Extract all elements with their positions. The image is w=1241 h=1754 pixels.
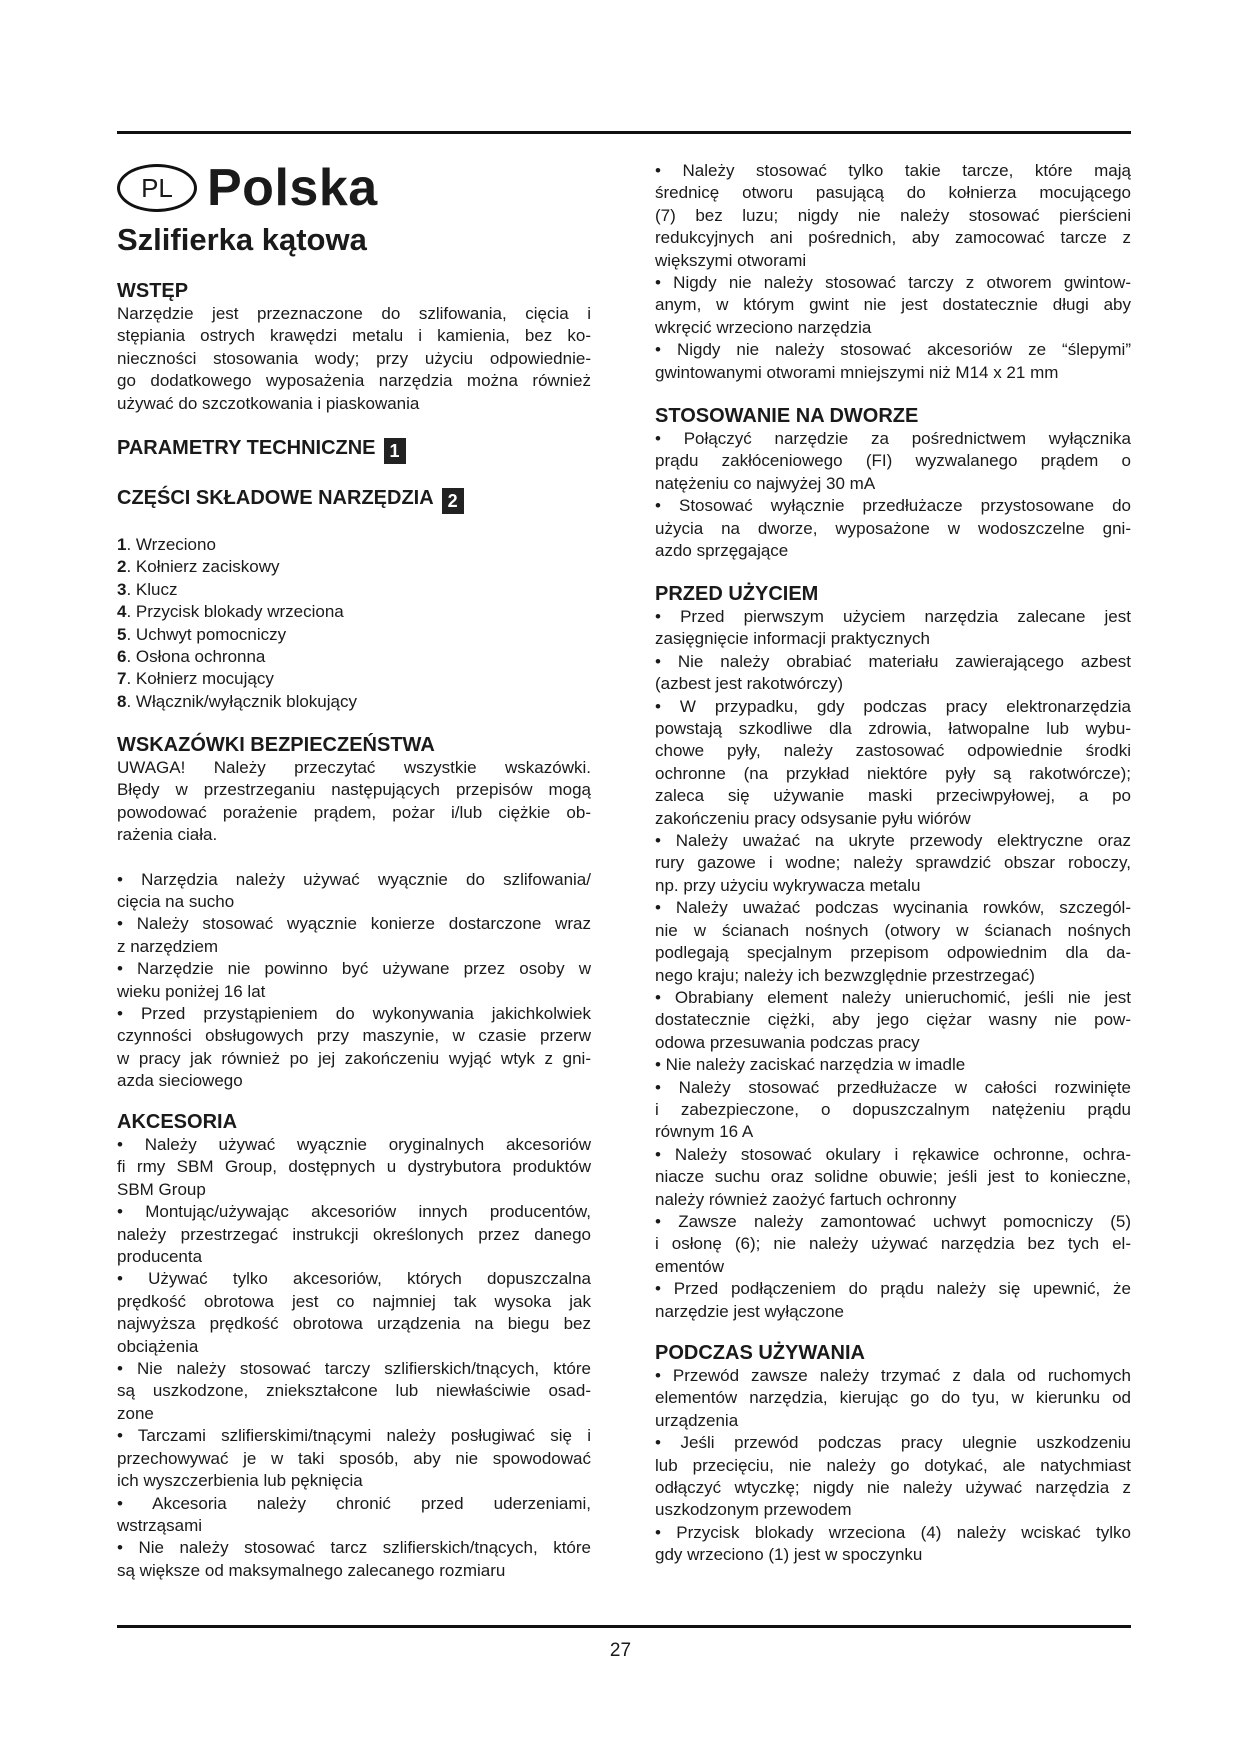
part-item [117, 646, 591, 668]
text-line: • Przewód zawsze należy trzymać z dala od ruchomych [655, 1366, 1131, 1385]
part-label: . Włącznik/wyłącznik blokujący [126, 691, 357, 711]
text-line: go dodatkowego wyposażenia narzędzia można również [117, 371, 591, 391]
text-line: należy przestrzegać instrukcji określonych przez danego [117, 1224, 591, 1244]
text-line: SBM Group [117, 1179, 206, 1199]
text-line: • Przed podłączeniem do prądu należy się upewnić, że [655, 1279, 1131, 1299]
top-rule [117, 131, 1131, 134]
during-use-heading: PODCZAS UŻYWANIA [655, 1342, 865, 1364]
text-line: redukcyjnych ani pośrednich, aby zamocować tarcze z [655, 228, 1131, 248]
text-line: nego kraju; należy ich bezwzględnie przestrzegać) [655, 965, 1035, 985]
outdoor-heading: STOSOWANIE NA DWORZE [655, 405, 919, 427]
text-line: natężeniu co najwyżej 30 mA [655, 473, 876, 493]
text-line: fi rmy SBM Group, dostępnych u dystrybutora produktów [117, 1157, 591, 1177]
text-line: są uszkodzone, zniekształcone lub niewłaściwie osad- [117, 1381, 591, 1401]
text-line: anym, w którym gwint nie jest dostatecznie długi aby [655, 295, 1131, 315]
text-line: • Należy stosować tylko takie tarcze, które mają [655, 161, 1131, 180]
accessories-section [117, 1110, 591, 1582]
text-line: w pracy jak również po jej zakończeniu wyjąć wtyk z gni- [117, 1048, 591, 1068]
text-line: • Należy stosować wyącznie konierze dostarczone wraz [117, 914, 591, 934]
during-use-body [655, 1365, 1131, 1567]
part-label: . Przycisk blokady wrzeciona [126, 602, 344, 622]
text-line: (azbest jest rakotwórczy) [655, 674, 843, 694]
part-item [117, 691, 591, 713]
text-line: podlegają specjalnym przepisom odpowiednim dla da- [655, 943, 1131, 963]
text-line: prędkość obrotowa jest co najmniej tak wysoka jak [117, 1291, 591, 1311]
bottom-rule [117, 1625, 1131, 1628]
text-line: • Należy używać wyącznie oryginalnych akcesoriów [117, 1135, 591, 1154]
text-line: większymi otworami [655, 250, 807, 270]
during-use-section [655, 1341, 1131, 1567]
text-line: chowe pyły, należy zastosować odpowiednie środki [655, 741, 1131, 761]
text-line: użycia na dworze, wyposażone w wodoszczelne gni- [655, 518, 1131, 538]
right-intro-body [655, 160, 1131, 384]
text-line: powodować porażenie prądem, pożar i/lub ciężkie ob- [117, 802, 591, 822]
part-number: 1 [117, 535, 127, 554]
text-line: lub przecięciu, nie należy go dotykać, ale natychmiast [655, 1455, 1131, 1475]
text-line: równym 16 A [655, 1122, 754, 1142]
text-line: nie w ścianach nośnych (otwory w ścianach nośnych [655, 920, 1131, 940]
text-line: • Tarczami szlifierskimi/tnącymi należy posługiwać się i [117, 1426, 591, 1446]
text-line: azda sieciowego [117, 1071, 243, 1091]
text-line: • Nie należy stosować tarcz szlifierskich/tnących, które [117, 1538, 591, 1558]
text-line: gdy wrzeciono (1) jest w spoczynku [655, 1545, 923, 1565]
text-line: wieku poniżej 16 lat [117, 981, 266, 1001]
text-line: • Nigdy nie należy stosować tarczy z otworem gwintow- [655, 273, 1131, 293]
text-line: Błędy w przestrzeganiu następujących przepisów mogą [117, 780, 591, 800]
text-line: • Akcesoria należy chronić przed uderzeniami, [117, 1493, 591, 1513]
intro-body [117, 303, 591, 415]
text-line: elementów narzędzia, kierując go do tyu, w kierunku od [655, 1388, 1131, 1408]
text-line: • Nigdy nie należy stosować akcesoriów ze “ślepymi” [655, 340, 1131, 360]
before-use-section [655, 582, 1131, 1323]
text-line: dostatecznie ciężki, aby jego ciężar wasny nie pow- [655, 1010, 1131, 1030]
text-line: i zabezpieczone, o dopuszczalnym natężeniu prądu [655, 1099, 1131, 1119]
before-use-heading: PRZED UŻYCIEM [655, 583, 819, 605]
page-number: 27 [609, 1640, 632, 1661]
part-label: . Kołnierz mocujący [126, 669, 274, 689]
part-label: . Osłona ochronna [126, 647, 266, 667]
part-number: 4 [117, 602, 127, 622]
text-line: należy również zaożyć fartuch ochronny [655, 1189, 957, 1209]
text-line: odłączyć wtyczkę; nigdy nie należy używać narzędzia z [655, 1478, 1131, 1498]
text-line: niacze suchu oraz solidne obuwie; jeśli jest to konieczne, [655, 1167, 1131, 1187]
figure-ref-badge: 1 [384, 438, 406, 464]
text-line: • Należy uważać na ukryte przewody elektryczne oraz [655, 831, 1131, 851]
text-line: z narzędziem [117, 936, 219, 956]
part-number: 5 [117, 624, 127, 644]
part-label: . Uchwyt pomocniczy [126, 624, 287, 644]
right-intro-section [655, 160, 1131, 384]
text-line: Narzędzie jest przeznaczone do szlifowania, cięcia i [117, 304, 591, 323]
safety-warning [117, 757, 591, 847]
safety-bullets [117, 869, 591, 1093]
text-line: producenta [117, 1247, 203, 1267]
text-line: • Używać tylko akcesoriów, których dopuszczalna [117, 1269, 591, 1289]
figure-ref-badge: 2 [442, 488, 464, 514]
part-label: . Kołnierz zaciskowy [126, 557, 280, 577]
text-line: azdo sprzęgające [655, 541, 789, 561]
part-number: 7 [117, 669, 127, 689]
accessories-heading: AKCESORIA [117, 1111, 238, 1133]
text-line: rury gazowe i wodne; należy sprawdzić obszar roboczy, [655, 853, 1131, 873]
part-item [117, 624, 591, 646]
text-line: • Należy stosować okulary i rękawice ochronne, ochra- [655, 1144, 1131, 1164]
part-number: 6 [117, 647, 127, 667]
outdoor-section [655, 404, 1131, 562]
parts-section [117, 486, 591, 713]
text-line: • Zawsze należy zamontować uchwyt pomocniczy (5) [655, 1211, 1131, 1231]
text-line: zakończeniu pracy odsysanie pyłu wiórów [655, 808, 971, 828]
intro-section [117, 279, 591, 415]
parts-list [117, 534, 591, 713]
text-line: używać do szczotkowania i piaskowania [117, 393, 420, 413]
text-line: • Narzędzie nie powinno być używane przez osoby w [117, 959, 591, 979]
text-line: • Narzędzia należy używać wyącznie do szlifowania/ [117, 869, 591, 889]
text-line: • Montując/używając akcesoriów innych producentów, [117, 1202, 591, 1222]
text-line: • Nie należy stosować tarczy szlifierskich/tnących, które [117, 1359, 591, 1379]
text-line: gwintowanymi otworami mniejszymi niż M14 x 21 mm [655, 362, 1059, 382]
text-line: • Przed przystąpieniem do wykonywania jakichkolwiek [117, 1004, 591, 1024]
text-line: nieczności stosowania wody; przy użyciu odpowiednie- [117, 348, 591, 368]
part-number: 8 [117, 691, 127, 711]
accessories-body [117, 1134, 591, 1582]
part-label: . Klucz [126, 579, 178, 599]
text-line: są większe od maksymalnego zalecanego rozmiaru [117, 1560, 506, 1580]
text-line: • Przycisk blokady wrzeciona (4) należy wciskać tylko [655, 1522, 1131, 1542]
part-item [117, 579, 591, 601]
text-line: ochronne (na przykład niektóre pyły są rakotwórcze); [655, 763, 1131, 783]
language-code-badge: PL [117, 164, 197, 212]
text-line: • Należy stosować przedłużacze w całości rozwinięte [655, 1077, 1131, 1097]
text-line: ementów [655, 1256, 724, 1276]
text-line: • Przed pierwszym użyciem narzędzia zalecane jest [655, 607, 1131, 626]
text-line: stępiania ostrych krawędzi metalu i kamienia, bez ko- [117, 326, 591, 346]
text-line: rażenia ciała. [117, 825, 218, 845]
part-item [117, 668, 591, 690]
tech-heading-text: PARAMETRY TECHNICZNE [117, 437, 376, 459]
language-name: Polska [207, 159, 378, 217]
part-item [117, 556, 591, 578]
parts-heading [117, 486, 591, 514]
outdoor-body [655, 428, 1131, 562]
text-line: ich wyszczerbienia lub pęknięcia [117, 1471, 363, 1491]
text-line: średnicę otworu pasującą do kołnierza mocującego [655, 183, 1131, 203]
text-line: • Połączyć narzędzie za pośrednictwem wyłącznika [655, 429, 1131, 448]
text-line: UWAGA! Należy przeczytać wszystkie wskazówki. [117, 758, 591, 777]
before-use-body [655, 606, 1131, 1323]
language-header [117, 158, 378, 218]
text-line: wkręcić wrzeciono narzędzia [655, 317, 872, 337]
text-line: przechowywać je w taki sposób, aby nie spowodować [117, 1448, 591, 1468]
text-line: i osłonę (6); nie należy używać narzędzia bez tych el- [655, 1234, 1131, 1254]
text-line: urządzenia [655, 1410, 739, 1430]
safety-heading: WSKAZÓWKI BEZPIECZEŃSTWA [117, 734, 435, 756]
text-line: uszkodzonym przewodem [655, 1500, 852, 1520]
intro-heading: WSTĘP [117, 280, 189, 302]
text-line: (7) bez luzu; nigdy nie należy stosować pierścieni [655, 205, 1131, 225]
parts-heading-text: CZĘŚCI SKŁADOWE NARZĘDZIA [117, 487, 434, 509]
text-line: narzędzie jest wyłączone [655, 1301, 844, 1321]
safety-section [117, 733, 591, 1093]
text-line: obciążenia [117, 1336, 199, 1356]
document-title: Szlifierka kątowa [117, 222, 367, 257]
part-item [117, 534, 591, 556]
part-label: . Wrzeciono [126, 535, 216, 554]
text-line: • W przypadku, gdy podczas pracy elektronarzędzia [655, 696, 1131, 716]
text-line: cięcia na sucho [117, 892, 235, 912]
text-line: powstają szkodliwe dla zdrowia, łatwopalne lub wybu- [655, 719, 1131, 739]
text-line: • Nie należy obrabiać materiału zawierającego azbest [655, 651, 1131, 671]
text-line: odowa przesuwania podczas pracy [655, 1032, 920, 1052]
part-number: 3 [117, 579, 127, 599]
tech-section [117, 436, 591, 464]
text-line: prądu zakłóceniowego (FI) wyzwalanego prądem o [655, 451, 1131, 471]
text-line: • Obrabiany element należy unieruchomić, jeśli nie jest [655, 987, 1131, 1007]
tech-heading [117, 436, 591, 464]
text-line: • Nie należy zaciskać narzędzia w imadle [655, 1055, 966, 1075]
text-line: zaleca się używanie maski przeciwpyłowej, a po [655, 786, 1131, 806]
part-item [117, 601, 591, 623]
part-number: 2 [117, 557, 127, 577]
text-line: • Stosować wyłącznie przedłużacze przystosowane do [655, 496, 1131, 516]
text-line: wstrząsami [117, 1515, 203, 1535]
text-line: • Jeśli przewód podczas pracy ulegnie uszkodzeniu [655, 1433, 1131, 1453]
text-line: • Należy uważać podczas wycinania rowków, szczegól- [655, 898, 1131, 918]
text-line: zasięgnięcie informacji praktycznych [655, 629, 930, 649]
text-line: np. przy użyciu wykrywacza metalu [655, 875, 921, 895]
text-line: najwyższa prędkość obrotowa urządzenia na biegu bez [117, 1314, 591, 1334]
text-line: czynności obsługowych przy maszynie, w czasie przerw [117, 1026, 591, 1046]
text-line: zone [117, 1403, 154, 1423]
